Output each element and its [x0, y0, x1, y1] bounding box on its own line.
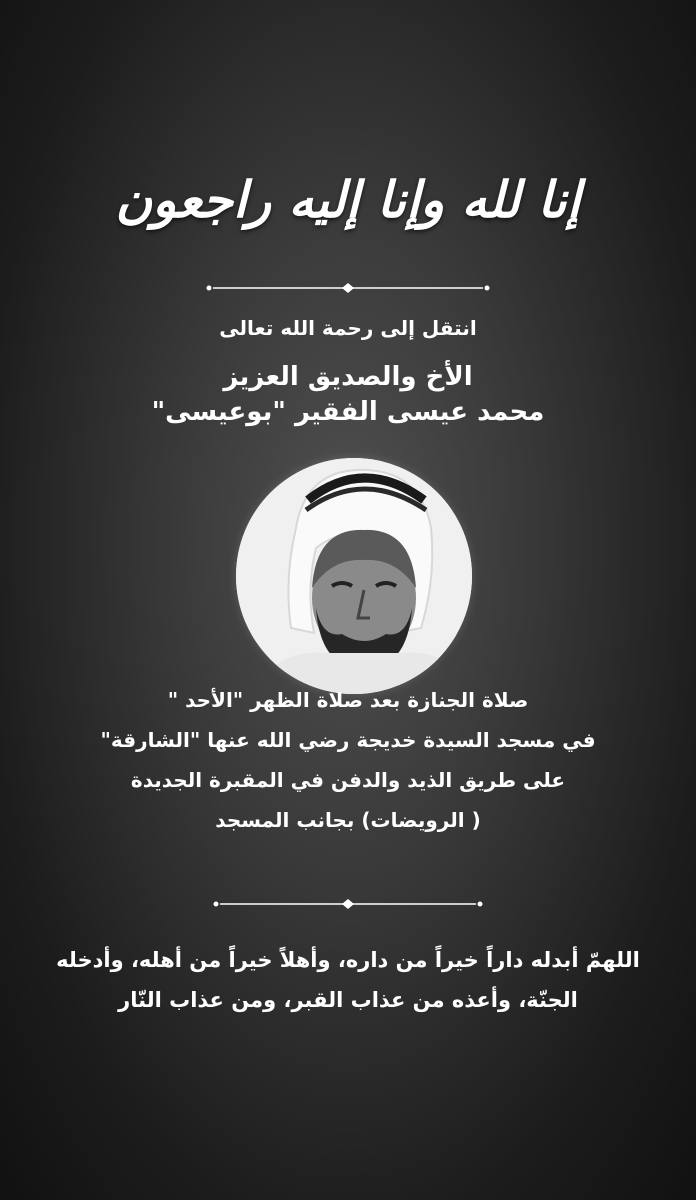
portrait-illustration: [236, 458, 472, 694]
supplication-line-2: الجنّة، وأعذه من عذاب القبر، ومن عذاب النّار: [118, 988, 578, 1012]
deceased-relation-title: الأخ والصديق العزيز: [223, 362, 473, 392]
deceased-name: محمد عيسى الفقير "بوعيسى": [151, 397, 545, 427]
funeral-mosque: في مسجد السيدة خديجة رضي الله عنها "الشارقة": [100, 728, 596, 752]
calligraphy-verse: إنا لله وإنا إليه راجعون: [115, 170, 581, 229]
funeral-prayer-time: صلاة الجنازة بعد صلاة الظهر "الأحد ": [167, 688, 529, 712]
burial-location: على طريق الذيد والدفن في المقبرة الجديدة: [130, 768, 566, 792]
supplication-line-1: اللهمّ أبدله داراً خيراً من داره، وأهلاً خيراً من أهله، وأدخله: [56, 948, 640, 972]
supplication-text: [40, 940, 656, 1020]
top-ornamental-divider: [205, 282, 491, 294]
intro-text: انتقل إلى رحمة الله تعالى: [219, 316, 477, 340]
deceased-photo: [236, 458, 472, 694]
burial-area: ( الرويضات) بجانب المسجد: [215, 808, 481, 832]
bottom-ornamental-divider: [212, 898, 484, 910]
